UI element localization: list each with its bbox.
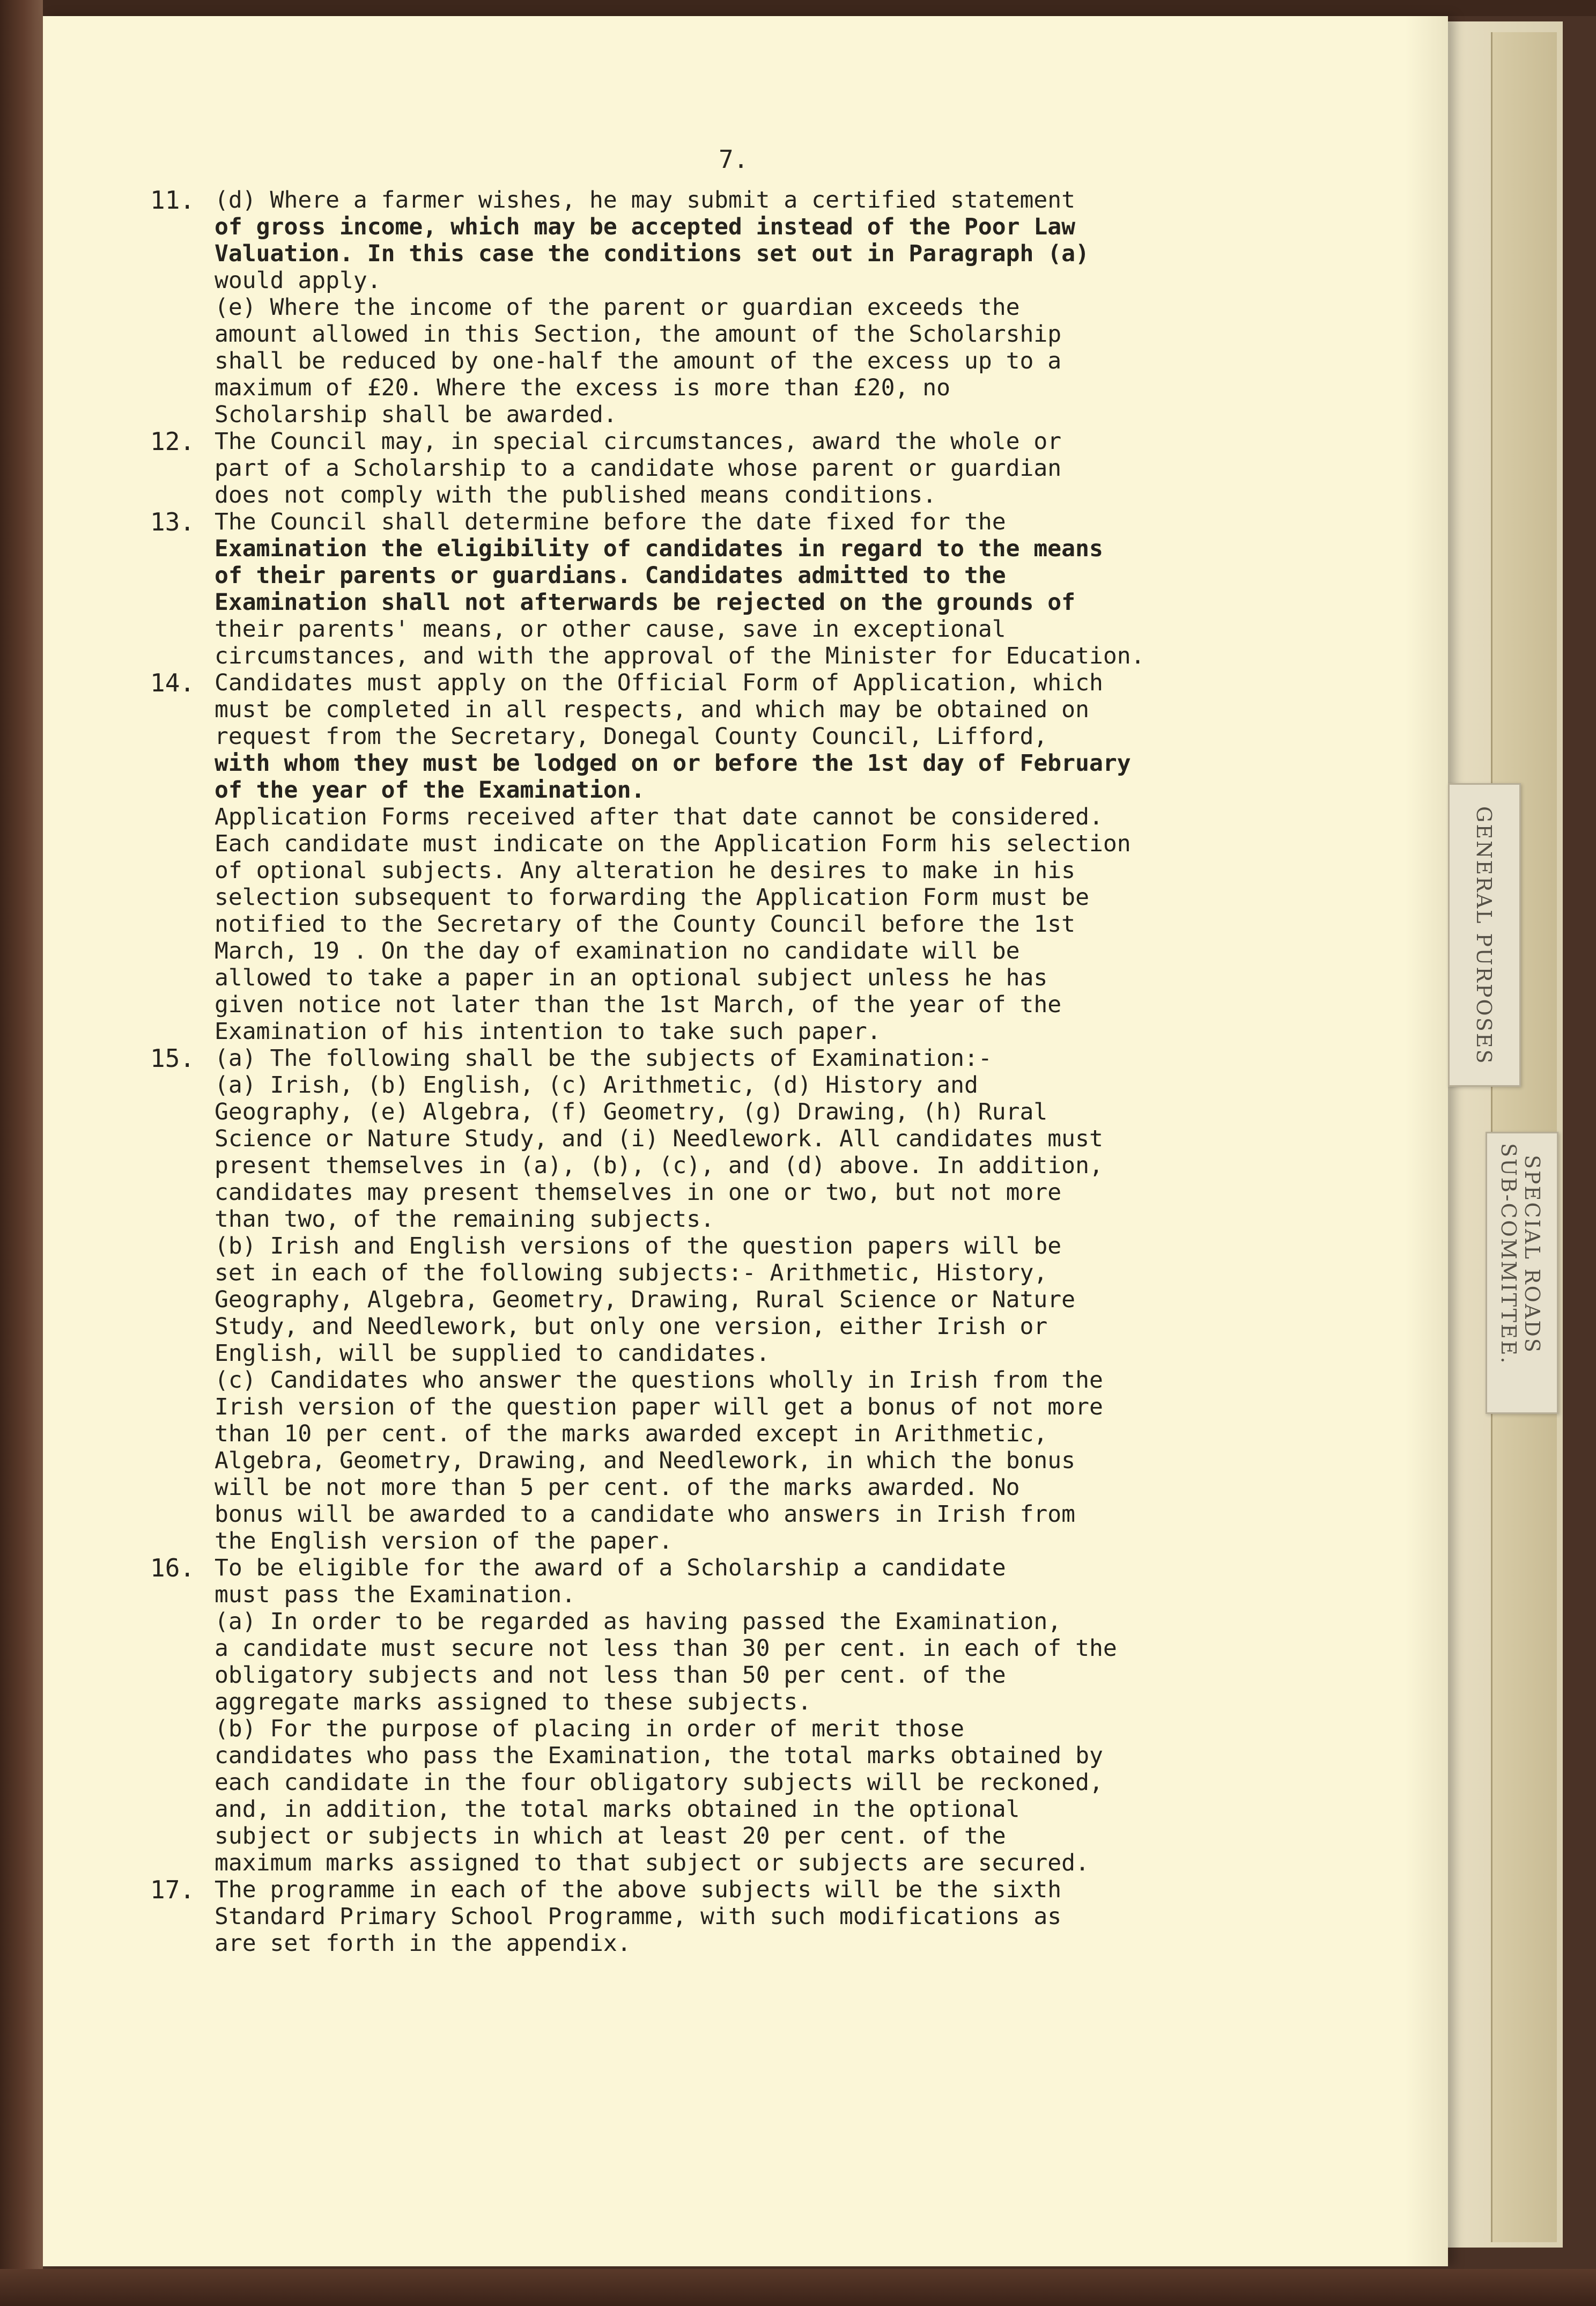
- text-line: amount allowed in this Section, the amount of the Scholarship: [215, 321, 1062, 348]
- text-line: maximum of £20. Where the excess is more than £20, no: [215, 374, 951, 401]
- tab-label: SUB-COMMITTEE.: [1497, 1143, 1520, 1365]
- text-line: will be not more than 5 per cent. of the marks awarded. No: [215, 1474, 1020, 1501]
- text-line: (b) Irish and English versions of the question papers will be: [215, 1233, 1062, 1259]
- text-line: their parents' means, or other cause, save in exceptional: [215, 616, 1006, 643]
- text-line: selection subsequent to forwarding the Application Form must be: [215, 884, 1089, 911]
- text-line: Application Forms received after that date cannot be considered.: [215, 804, 1103, 830]
- text-line: part of a Scholarship to a candidate whose parent or guardian: [215, 455, 1062, 482]
- document-body: [43, 16, 1448, 2266]
- text-line: set in each of the following subjects:- Arithmetic, History,: [215, 1259, 1048, 1286]
- text-line: English, will be supplied to candidates.: [215, 1340, 770, 1367]
- text-line: a candidate must secure not less than 30 per cent. in each of the: [215, 1635, 1117, 1662]
- text-line: obligatory subjects and not less than 50 per cent. of the: [215, 1662, 1006, 1689]
- divider-tab-general-purposes[interactable]: [1448, 783, 1521, 1087]
- text-line: (d) Where a farmer wishes, he may submit a certified statement: [215, 187, 1076, 213]
- text-line: given notice not later than the 1st March, of the year of the: [215, 991, 1062, 1018]
- text-line: To be eligible for the award of a Scholarship a candidate: [215, 1554, 1006, 1581]
- text-line: (b) For the purpose of placing in order of merit those: [215, 1715, 964, 1742]
- section-number: 15.: [150, 1044, 195, 1073]
- text-line: aggregate marks assigned to these subjects.: [215, 1689, 812, 1715]
- document-page: [43, 16, 1448, 2266]
- text-line: candidates who pass the Examination, the total marks obtained by: [215, 1742, 1103, 1769]
- text-line: Examination the eligibility of candidates in regard to the means: [215, 535, 1103, 562]
- section-number: 14.: [150, 668, 195, 697]
- text-line: Examination shall not afterwards be rejected on the grounds of: [215, 589, 1076, 616]
- text-line: candidates may present themselves in one or two, but not more: [215, 1179, 1062, 1206]
- text-line: must be completed in all respects, and which may be obtained on: [215, 696, 1089, 723]
- section-number: 13.: [150, 507, 195, 536]
- text-line: of optional subjects. Any alteration he desires to make in his: [215, 857, 1076, 884]
- text-line: Study, and Needlework, but only one version, either Irish or: [215, 1313, 1048, 1340]
- text-line: (e) Where the income of the parent or guardian exceeds the: [215, 294, 1020, 321]
- text-line: subject or subjects in which at least 20 per cent. of the: [215, 1823, 1006, 1850]
- text-line: does not comply with the published means conditions.: [215, 482, 937, 509]
- text-line: would apply.: [215, 267, 381, 294]
- text-line: Irish version of the question paper will get a bonus of not more: [215, 1394, 1103, 1420]
- text-line: March, 19 . On the day of examination no candidate will be: [215, 938, 1020, 964]
- text-line: Scholarship shall be awarded.: [215, 401, 617, 428]
- text-line: present themselves in (a), (b), (c), and (d) above. In addition,: [215, 1152, 1103, 1179]
- text-line: bonus will be awarded to a candidate who answers in Irish from: [215, 1501, 1076, 1528]
- binder-bottom-edge: [0, 2269, 1596, 2306]
- text-line: (a) Irish, (b) English, (c) Arithmetic, (d) History and: [215, 1072, 978, 1099]
- text-line: request from the Secretary, Donegal County Council, Lifford,: [215, 723, 1048, 750]
- binder-top-edge: [0, 0, 1596, 16]
- section-number: 16.: [150, 1553, 195, 1582]
- text-line: Candidates must apply on the Official Form of Application, which: [215, 669, 1103, 696]
- text-line: circumstances, and with the approval of the Minister for Education.: [215, 643, 1145, 669]
- text-line: Algebra, Geometry, Drawing, and Needlework, in which the bonus: [215, 1447, 1076, 1474]
- text-line: than 10 per cent. of the marks awarded except in Arithmetic,: [215, 1420, 1048, 1447]
- section-number: 17.: [150, 1875, 195, 1904]
- text-line: notified to the Secretary of the County Council before the 1st: [215, 911, 1076, 938]
- text-line: with whom they must be lodged on or before the 1st day of February: [215, 750, 1131, 777]
- text-line: the English version of the paper.: [215, 1528, 673, 1554]
- text-line: each candidate in the four obligatory subjects will be reckoned,: [215, 1769, 1103, 1796]
- text-line: (a) The following shall be the subjects of Examination:-: [215, 1045, 992, 1072]
- text-line: Valuation. In this case the conditions set out in Paragraph (a): [215, 240, 1089, 267]
- section-number: 11.: [150, 186, 195, 215]
- page-number: 7.: [719, 145, 749, 174]
- text-line: allowed to take a paper in an optional subject unless he has: [215, 964, 1048, 991]
- text-line: of the year of the Examination.: [215, 777, 645, 804]
- text-line: are set forth in the appendix.: [215, 1930, 631, 1957]
- text-line: (a) In order to be regarded as having passed the Examination,: [215, 1608, 1062, 1635]
- text-line: (c) Candidates who answer the questions wholly in Irish from the: [215, 1367, 1103, 1394]
- section-number: 12.: [150, 427, 195, 456]
- text-line: must pass the Examination.: [215, 1581, 576, 1608]
- text-line: of their parents or guardians. Candidates admitted to the: [215, 562, 1006, 589]
- text-line: than two, of the remaining subjects.: [215, 1206, 714, 1233]
- divider-tab-special-roads[interactable]: [1486, 1132, 1558, 1414]
- text-line: maximum marks assigned to that subject or subjects are secured.: [215, 1850, 1089, 1876]
- text-line: shall be reduced by one-half the amount of the excess up to a: [215, 348, 1062, 374]
- text-line: of gross income, which may be accepted instead of the Poor Law: [215, 213, 1076, 240]
- text-line: Examination of his intention to take such paper.: [215, 1018, 881, 1045]
- text-line: The Council shall determine before the date fixed for the: [215, 509, 1006, 535]
- text-line: Standard Primary School Programme, with such modifications as: [215, 1903, 1062, 1930]
- text-line: Geography, Algebra, Geometry, Drawing, Rural Science or Nature: [215, 1286, 1076, 1313]
- tab-label: SPECIAL ROADS: [1520, 1155, 1544, 1354]
- text-line: Science or Nature Study, and (i) Needlework. All candidates must: [215, 1125, 1103, 1152]
- binder-spine: [0, 0, 43, 2306]
- tab-label: GENERAL PURPOSES: [1472, 806, 1496, 1065]
- text-line: Each candidate must indicate on the Application Form his selection: [215, 830, 1131, 857]
- text-line: and, in addition, the total marks obtained in the optional: [215, 1796, 1020, 1823]
- text-line: Geography, (e) Algebra, (f) Geometry, (g) Drawing, (h) Rural: [215, 1099, 1048, 1125]
- text-line: The programme in each of the above subjects will be the sixth: [215, 1876, 1062, 1903]
- text-line: The Council may, in special circumstances, award the whole or: [215, 428, 1062, 455]
